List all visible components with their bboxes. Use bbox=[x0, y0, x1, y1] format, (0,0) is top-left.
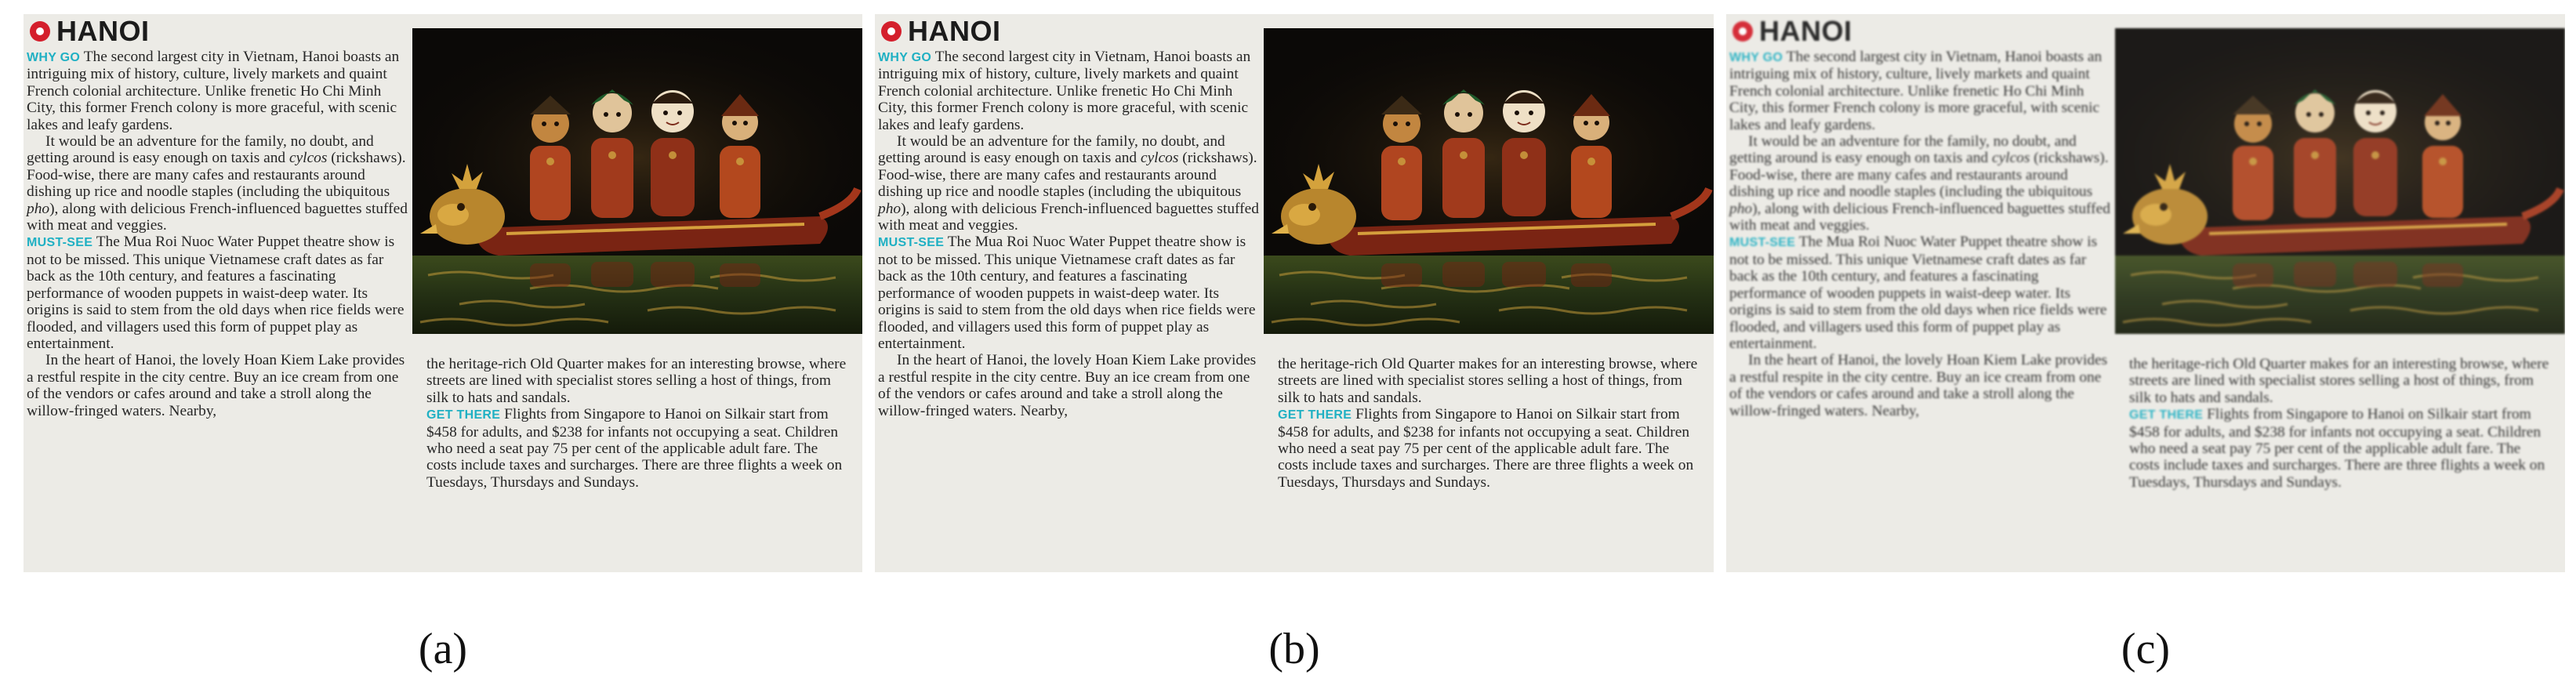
paragraph-must-see bbox=[27, 234, 409, 352]
paragraph-why-go bbox=[878, 49, 1261, 133]
paragraph-family bbox=[878, 133, 1261, 234]
city-title: HANOI bbox=[56, 15, 150, 47]
text-segment: (rickshaws). Food-wise, there are many cafes and restaurants around dishing up rice and noodle staples (including the ubiquitous bbox=[27, 150, 406, 201]
term-cylcos: cylcos bbox=[1140, 150, 1179, 167]
paragraph-family bbox=[27, 133, 409, 234]
article-column-2 bbox=[426, 356, 850, 491]
water-puppet-photo bbox=[412, 28, 862, 334]
get-there-label: GET THERE bbox=[426, 408, 501, 422]
paragraph-must-see bbox=[878, 234, 1261, 352]
paragraph-get-there bbox=[426, 406, 850, 491]
paragraph-old-quarter: the heritage-rich Old Quarter makes for an interesting browse, where streets are lined with specialist stores selling a host of things, from silk to hats and sandals. bbox=[426, 356, 847, 406]
paragraph-why-go bbox=[1729, 49, 2112, 133]
paragraph-must-see bbox=[1729, 234, 2112, 352]
why-go-text: The second largest city in Vietnam, Hanoi boasts an intriguing mix of history, culture, lively markets and quaint French colonial architecture. Unlike frenetic Ho Chi Minh City, this former French colony is more graceful, with scenic lakes and leafy gardens. bbox=[1729, 49, 2103, 133]
text-segment: It would be an adventure for the family, no doubt, and getting around is easy enough on taxis and bbox=[27, 133, 374, 167]
term-pho: pho bbox=[878, 200, 902, 217]
paragraph-old-quarter: the heritage-rich Old Quarter makes for an interesting browse, where streets are lined with specialist stores selling a host of things, from silk to hats and sandals. bbox=[2129, 356, 2549, 406]
get-there-text: Flights from Singapore to Hanoi on Silkair start from $458 for adults, and $238 for infants not occupying a seat. Children who need a seat pay 75 per cent of the applicable adult fare. The costs include taxes and surcharges. There are three flights a week on Tuesdays, Thursdays and Sundays. bbox=[426, 406, 843, 491]
paragraph-hoan-kiem: In the heart of Hanoi, the lovely Hoan Kiem Lake provides a restful respite in the city centre. Buy an ice cream from one of the vendors or cafes around and take a stroll along the willow-fringed waters. Nearby, bbox=[1729, 352, 2108, 419]
paragraph-why-go bbox=[27, 49, 409, 133]
why-go-text: The second largest city in Vietnam, Hanoi boasts an intriguing mix of history, culture, lively markets and quaint French colonial architecture. Unlike frenetic Ho Chi Minh City, this former French colony is more graceful, with scenic lakes and leafy gardens. bbox=[27, 49, 400, 133]
term-pho: pho bbox=[1729, 200, 1753, 217]
city-title: HANOI bbox=[908, 15, 1001, 47]
water-puppet-photo bbox=[1264, 28, 1714, 334]
puppet-illustration bbox=[412, 28, 862, 334]
get-there-text: Flights from Singapore to Hanoi on Silkair start from $458 for adults, and $238 for infants not occupying a seat. Children who need a seat pay 75 per cent of the applicable adult fare. The costs include taxes and surcharges. There are three flights a week on Tuesdays, Thursdays and Sundays. bbox=[1278, 406, 1694, 491]
location-pin-icon bbox=[30, 21, 50, 42]
get-there-text: Flights from Singapore to Hanoi on Silkair start from $458 for adults, and $238 for infants not occupying a seat. Children who need a seat pay 75 per cent of the applicable adult fare. The costs include taxes and surcharges. There are three flights a week on Tuesdays, Thursdays and Sundays. bbox=[2129, 406, 2545, 491]
must-see-label: MUST-SEE bbox=[27, 236, 93, 250]
caption-a: (a) bbox=[418, 625, 468, 673]
city-title: HANOI bbox=[1759, 15, 1852, 47]
paragraph-hoan-kiem: In the heart of Hanoi, the lovely Hoan Kiem Lake provides a restful respite in the city centre. Buy an ice cream from one of the vendors or cafes around and take a stroll along the willow-fringed waters. Nearby, bbox=[878, 352, 1257, 419]
get-there-label: GET THERE bbox=[1278, 408, 1352, 422]
text-segment: It would be an adventure for the family, no doubt, and getting around is easy enough on taxis and bbox=[1729, 133, 2077, 167]
text-segment: ), along with delicious French-influenced baguettes stuffed with meat and veggies. bbox=[1729, 200, 2110, 234]
article-column-1 bbox=[1729, 49, 2112, 419]
title-row bbox=[1732, 16, 1852, 47]
water-puppet-photo bbox=[2115, 28, 2565, 334]
term-pho: pho bbox=[27, 200, 50, 217]
puppet-illustration bbox=[1264, 28, 1714, 334]
text-segment: ), along with delicious French-influenced baguettes stuffed with meat and veggies. bbox=[27, 200, 408, 234]
title-row bbox=[30, 16, 150, 47]
caption-c: (c) bbox=[2121, 625, 2171, 673]
must-see-text: The Mua Roi Nuoc Water Puppet theatre show is not to be missed. This unique Vietnamese craft dates as far back as the 10th century, and features a fascinating performance of wooden puppets in waist-deep water. Its origins is said to stem from the old days when rice fields were flooded, and villagers used this form of puppet play as entertainment. bbox=[878, 234, 1256, 352]
title-row bbox=[881, 16, 1001, 47]
text-segment: ), along with delicious French-influenced baguettes stuffed with meat and veggies. bbox=[878, 200, 1259, 234]
paragraph-get-there bbox=[2129, 406, 2552, 491]
text-segment: (rickshaws). Food-wise, there are many cafes and restaurants around dishing up rice and noodle staples (including the ubiquitous bbox=[878, 150, 1257, 201]
must-see-label: MUST-SEE bbox=[1729, 236, 1796, 250]
why-go-label: WHY GO bbox=[1729, 51, 1783, 64]
article-column-2 bbox=[1278, 356, 1701, 491]
paragraph-get-there bbox=[1278, 406, 1701, 491]
must-see-label: MUST-SEE bbox=[878, 236, 945, 250]
paragraph-hoan-kiem: In the heart of Hanoi, the lovely Hoan Kiem Lake provides a restful respite in the city centre. Buy an ice cream from one of the vendors or cafes around and take a stroll along the willow-fringed waters. Nearby, bbox=[27, 352, 405, 419]
text-segment: (rickshaws). Food-wise, there are many cafes and restaurants around dishing up rice and noodle staples (including the ubiquitous bbox=[1729, 150, 2109, 201]
must-see-text: The Mua Roi Nuoc Water Puppet theatre show is not to be missed. This unique Vietnamese craft dates as far back as the 10th century, and features a fascinating performance of wooden puppets in waist-deep water. Its origins is said to stem from the old days when rice fields were flooded, and villagers used this form of puppet play as entertainment. bbox=[1729, 234, 2107, 352]
paragraph-family bbox=[1729, 133, 2112, 234]
must-see-text: The Mua Roi Nuoc Water Puppet theatre show is not to be missed. This unique Vietnamese craft dates as far back as the 10th century, and features a fascinating performance of wooden puppets in waist-deep water. Its origins is said to stem from the old days when rice fields were flooded, and villagers used this form of puppet play as entertainment. bbox=[27, 234, 405, 352]
get-there-label: GET THERE bbox=[2129, 408, 2204, 422]
why-go-text: The second largest city in Vietnam, Hanoi boasts an intriguing mix of history, culture, lively markets and quaint French colonial architecture. Unlike frenetic Ho Chi Minh City, this former French colony is more graceful, with scenic lakes and leafy gardens. bbox=[878, 49, 1251, 133]
paragraph-old-quarter: the heritage-rich Old Quarter makes for an interesting browse, where streets are lined with specialist stores selling a host of things, from silk to hats and sandals. bbox=[1278, 356, 1698, 406]
article-panel-c bbox=[1726, 14, 2565, 572]
text-segment: It would be an adventure for the family, no doubt, and getting around is easy enough on taxis and bbox=[878, 133, 1225, 167]
location-pin-icon bbox=[1732, 21, 1753, 42]
puppet-illustration bbox=[2115, 28, 2565, 334]
term-cylcos: cylcos bbox=[288, 150, 328, 167]
why-go-label: WHY GO bbox=[27, 51, 81, 64]
article-column-1 bbox=[878, 49, 1261, 419]
article-panel-a bbox=[24, 14, 862, 572]
term-cylcos: cylcos bbox=[1991, 150, 2030, 167]
why-go-label: WHY GO bbox=[878, 51, 932, 64]
location-pin-icon bbox=[881, 21, 902, 42]
article-column-1 bbox=[27, 49, 409, 419]
caption-b: (b) bbox=[1268, 625, 1320, 673]
article-panel-b bbox=[875, 14, 1714, 572]
article-column-2 bbox=[2129, 356, 2552, 491]
